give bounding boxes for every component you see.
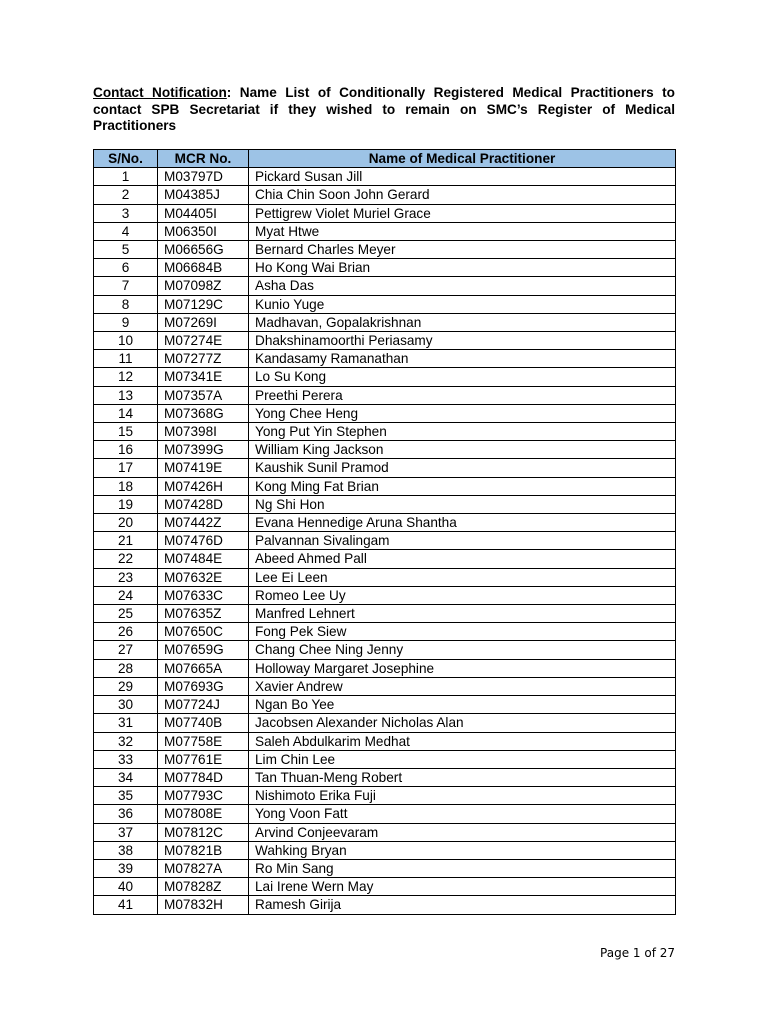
table-row bbox=[94, 750, 676, 768]
mcr-number-cell: M07428D bbox=[158, 495, 249, 513]
serial-number-cell: 10 bbox=[94, 332, 158, 350]
practitioner-name-cell: Nishimoto Erika Fuji bbox=[249, 787, 676, 805]
serial-number-cell: 21 bbox=[94, 532, 158, 550]
mcr-number-cell: M03797D bbox=[158, 168, 249, 186]
practitioner-name-cell: Palvannan Sivalingam bbox=[249, 532, 676, 550]
table-row bbox=[94, 714, 676, 732]
serial-number-cell: 40 bbox=[94, 878, 158, 896]
mcr-number-cell: M07632E bbox=[158, 568, 249, 586]
table-row bbox=[94, 241, 676, 259]
practitioner-name-cell: Fong Pek Siew bbox=[249, 623, 676, 641]
mcr-number-cell: M07812C bbox=[158, 823, 249, 841]
serial-number-cell: 16 bbox=[94, 441, 158, 459]
heading-colon: : bbox=[226, 85, 232, 100]
table-row bbox=[94, 222, 676, 240]
table-row bbox=[94, 550, 676, 568]
mcr-number-cell: M07828Z bbox=[158, 878, 249, 896]
practitioner-name-cell: Ng Shi Hon bbox=[249, 495, 676, 513]
serial-number-cell: 25 bbox=[94, 605, 158, 623]
practitioner-name-cell: Lai Irene Wern May bbox=[249, 878, 676, 896]
practitioner-name-cell: Lee Ei Leen bbox=[249, 568, 676, 586]
table-row bbox=[94, 841, 676, 859]
mcr-number-cell: M07357A bbox=[158, 386, 249, 404]
practitioner-name-cell: Tan Thuan-Meng Robert bbox=[249, 768, 676, 786]
mcr-number-cell: M07659G bbox=[158, 641, 249, 659]
table-row bbox=[94, 168, 676, 186]
serial-number-cell: 5 bbox=[94, 241, 158, 259]
mcr-number-cell: M07269I bbox=[158, 313, 249, 331]
practitioner-name-cell: Lim Chin Lee bbox=[249, 750, 676, 768]
table-row bbox=[94, 659, 676, 677]
serial-number-cell: 36 bbox=[94, 805, 158, 823]
serial-number-cell: 32 bbox=[94, 732, 158, 750]
mcr-number-cell: M07758E bbox=[158, 732, 249, 750]
mcr-number-cell: M07650C bbox=[158, 623, 249, 641]
mcr-number-cell: M06350I bbox=[158, 222, 249, 240]
practitioner-name-cell: Kong Ming Fat Brian bbox=[249, 477, 676, 495]
serial-number-cell: 18 bbox=[94, 477, 158, 495]
table-row bbox=[94, 423, 676, 441]
practitioner-name-cell: Kaushik Sunil Pramod bbox=[249, 459, 676, 477]
table-row bbox=[94, 605, 676, 623]
serial-number-cell: 28 bbox=[94, 659, 158, 677]
serial-number-cell: 31 bbox=[94, 714, 158, 732]
mcr-number-cell: M07832H bbox=[158, 896, 249, 914]
mcr-number-cell: M07740B bbox=[158, 714, 249, 732]
mcr-number-cell: M07633C bbox=[158, 586, 249, 604]
mcr-number-cell: M07098Z bbox=[158, 277, 249, 295]
serial-number-cell: 19 bbox=[94, 495, 158, 513]
serial-number-cell: 20 bbox=[94, 514, 158, 532]
practitioner-name-cell: Yong Put Yin Stephen bbox=[249, 423, 676, 441]
practitioner-name-cell: Myat Htwe bbox=[249, 222, 676, 240]
serial-number-cell: 34 bbox=[94, 768, 158, 786]
practitioner-table bbox=[93, 149, 676, 915]
practitioner-name-cell: Ramesh Girija bbox=[249, 896, 676, 914]
mcr-number-cell: M07693G bbox=[158, 677, 249, 695]
mcr-number-cell: M07724J bbox=[158, 696, 249, 714]
document-heading bbox=[93, 85, 675, 135]
serial-number-cell: 1 bbox=[94, 168, 158, 186]
serial-number-cell: 23 bbox=[94, 568, 158, 586]
serial-number-cell: 15 bbox=[94, 423, 158, 441]
practitioner-name-cell: Jacobsen Alexander Nicholas Alan bbox=[249, 714, 676, 732]
mcr-number-cell: M07442Z bbox=[158, 514, 249, 532]
practitioner-name-cell: Yong Voon Fatt bbox=[249, 805, 676, 823]
practitioner-name-cell: Lo Su Kong bbox=[249, 368, 676, 386]
mcr-number-cell: M06684B bbox=[158, 259, 249, 277]
heading-text: Name List of Conditionally Registered Medical Practitioners to contact SPB Secretariat if they wished to remain on SMC’s Register of Medical Practitioners bbox=[93, 85, 675, 133]
table-row bbox=[94, 568, 676, 586]
practitioner-name-cell: Arvind Conjeevaram bbox=[249, 823, 676, 841]
table-row bbox=[94, 859, 676, 877]
mcr-number-cell: M07821B bbox=[158, 841, 249, 859]
table-row bbox=[94, 186, 676, 204]
table-row bbox=[94, 495, 676, 513]
serial-number-cell: 3 bbox=[94, 204, 158, 222]
practitioner-name-cell: Holloway Margaret Josephine bbox=[249, 659, 676, 677]
table-row bbox=[94, 623, 676, 641]
mcr-number-cell: M07827A bbox=[158, 859, 249, 877]
table-row bbox=[94, 332, 676, 350]
serial-number-cell: 39 bbox=[94, 859, 158, 877]
mcr-number-cell: M07129C bbox=[158, 295, 249, 313]
practitioner-name-cell: Ngan Bo Yee bbox=[249, 696, 676, 714]
table-row bbox=[94, 586, 676, 604]
serial-number-cell: 26 bbox=[94, 623, 158, 641]
heading-lead: Contact Notification bbox=[93, 85, 227, 100]
serial-number-cell: 35 bbox=[94, 787, 158, 805]
practitioner-name-cell: Pettigrew Violet Muriel Grace bbox=[249, 204, 676, 222]
practitioner-name-cell: Madhavan, Gopalakrishnan bbox=[249, 313, 676, 331]
serial-number-cell: 9 bbox=[94, 313, 158, 331]
mcr-number-cell: M07635Z bbox=[158, 605, 249, 623]
serial-number-cell: 8 bbox=[94, 295, 158, 313]
table-row bbox=[94, 878, 676, 896]
practitioner-name-cell: Kandasamy Ramanathan bbox=[249, 350, 676, 368]
serial-number-cell: 22 bbox=[94, 550, 158, 568]
table-row bbox=[94, 896, 676, 914]
serial-number-cell: 4 bbox=[94, 222, 158, 240]
mcr-number-cell: M04385J bbox=[158, 186, 249, 204]
table-row bbox=[94, 368, 676, 386]
practitioner-name-cell: Chang Chee Ning Jenny bbox=[249, 641, 676, 659]
serial-number-cell: 24 bbox=[94, 586, 158, 604]
table-row bbox=[94, 787, 676, 805]
mcr-number-cell: M07419E bbox=[158, 459, 249, 477]
practitioner-name-cell: Pickard Susan Jill bbox=[249, 168, 676, 186]
mcr-number-cell: M07368G bbox=[158, 404, 249, 422]
mcr-number-cell: M04405I bbox=[158, 204, 249, 222]
table-row bbox=[94, 514, 676, 532]
practitioner-name-cell: Chia Chin Soon John Gerard bbox=[249, 186, 676, 204]
table-row bbox=[94, 441, 676, 459]
table-row bbox=[94, 386, 676, 404]
practitioner-name-cell: Ro Min Sang bbox=[249, 859, 676, 877]
mcr-number-cell: M07808E bbox=[158, 805, 249, 823]
table-row bbox=[94, 295, 676, 313]
mcr-number-cell: M07426H bbox=[158, 477, 249, 495]
practitioner-name-cell: Abeed Ahmed Pall bbox=[249, 550, 676, 568]
serial-number-cell: 14 bbox=[94, 404, 158, 422]
table-row bbox=[94, 823, 676, 841]
table-row bbox=[94, 313, 676, 331]
practitioner-name-cell: Asha Das bbox=[249, 277, 676, 295]
mcr-number-cell: M07793C bbox=[158, 787, 249, 805]
practitioner-name-cell: William King Jackson bbox=[249, 441, 676, 459]
table-row bbox=[94, 805, 676, 823]
serial-number-cell: 33 bbox=[94, 750, 158, 768]
mcr-number-cell: M06656G bbox=[158, 241, 249, 259]
page-number: Page 1 of 27 bbox=[600, 946, 675, 960]
practitioner-name-cell: Romeo Lee Uy bbox=[249, 586, 676, 604]
table-row bbox=[94, 477, 676, 495]
serial-number-cell: 29 bbox=[94, 677, 158, 695]
serial-number-cell: 27 bbox=[94, 641, 158, 659]
practitioner-name-cell: Wahking Bryan bbox=[249, 841, 676, 859]
serial-number-cell: 41 bbox=[94, 896, 158, 914]
mcr-number-cell: M07484E bbox=[158, 550, 249, 568]
serial-number-cell: 17 bbox=[94, 459, 158, 477]
table-row bbox=[94, 532, 676, 550]
table-row bbox=[94, 641, 676, 659]
table-body bbox=[94, 168, 676, 914]
mcr-number-cell: M07476D bbox=[158, 532, 249, 550]
serial-number-cell: 13 bbox=[94, 386, 158, 404]
serial-number-cell: 11 bbox=[94, 350, 158, 368]
table-row bbox=[94, 204, 676, 222]
mcr-number-cell: M07274E bbox=[158, 332, 249, 350]
serial-number-cell: 2 bbox=[94, 186, 158, 204]
practitioner-name-cell: Xavier Andrew bbox=[249, 677, 676, 695]
serial-number-cell: 37 bbox=[94, 823, 158, 841]
practitioner-name-cell: Saleh Abdulkarim Medhat bbox=[249, 732, 676, 750]
practitioner-name-cell: Dhakshinamoorthi Periasamy bbox=[249, 332, 676, 350]
table-row bbox=[94, 459, 676, 477]
table-header-row bbox=[94, 150, 676, 168]
mcr-number-cell: M07399G bbox=[158, 441, 249, 459]
mcr-number-cell: M07277Z bbox=[158, 350, 249, 368]
table-row bbox=[94, 768, 676, 786]
table-row bbox=[94, 259, 676, 277]
serial-number-cell: 6 bbox=[94, 259, 158, 277]
practitioner-name-cell: Kunio Yuge bbox=[249, 295, 676, 313]
mcr-number-cell: M07398I bbox=[158, 423, 249, 441]
practitioner-name-cell: Manfred Lehnert bbox=[249, 605, 676, 623]
column-header-sno: S/No. bbox=[94, 150, 158, 168]
table-row bbox=[94, 677, 676, 695]
table-row bbox=[94, 696, 676, 714]
serial-number-cell: 30 bbox=[94, 696, 158, 714]
mcr-number-cell: M07784D bbox=[158, 768, 249, 786]
column-header-mcr-no: MCR No. bbox=[158, 150, 249, 168]
table-row bbox=[94, 404, 676, 422]
serial-number-cell: 7 bbox=[94, 277, 158, 295]
practitioner-name-cell: Evana Hennedige Aruna Shantha bbox=[249, 514, 676, 532]
practitioner-name-cell: Yong Chee Heng bbox=[249, 404, 676, 422]
table-row bbox=[94, 350, 676, 368]
mcr-number-cell: M07665A bbox=[158, 659, 249, 677]
mcr-number-cell: M07341E bbox=[158, 368, 249, 386]
table-row bbox=[94, 732, 676, 750]
mcr-number-cell: M07761E bbox=[158, 750, 249, 768]
practitioner-name-cell: Ho Kong Wai Brian bbox=[249, 259, 676, 277]
column-header-name: Name of Medical Practitioner bbox=[249, 150, 676, 168]
serial-number-cell: 38 bbox=[94, 841, 158, 859]
table-row bbox=[94, 277, 676, 295]
practitioner-name-cell: Preethi Perera bbox=[249, 386, 676, 404]
practitioner-name-cell: Bernard Charles Meyer bbox=[249, 241, 676, 259]
serial-number-cell: 12 bbox=[94, 368, 158, 386]
